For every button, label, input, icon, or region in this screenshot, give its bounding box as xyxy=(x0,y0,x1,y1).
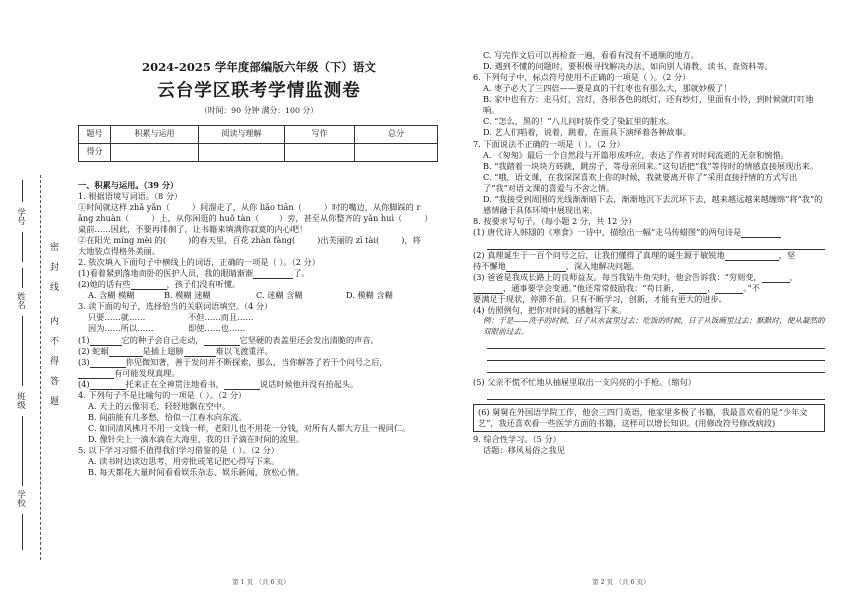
q1-line: ②在阳光 míng mèi 的( )的春天里，百花 zhàn fàng( )出芙丽的 zī tài( )，将 xyxy=(78,234,421,245)
q1-stem: 1. 根据语境写词语。（8 分） xyxy=(78,190,183,201)
seal-char: 答 xyxy=(50,377,60,387)
seal-char: 内 xyxy=(50,317,60,327)
page-1: 2024-2025 学年度部编版六年级（下）语文 云台学区联考学情监测卷 （时间：90 分钟 满分：100 分） 题号 积累与运用 阅读与理解 写作 总分 得分 一、积累与运用。（39 分） 1. 根据语境写词语。（8 分） ①时间就这样 zhǎ yǎn（ ）间溜走了，从你 liǎo tiān（ ）时的嘴边，从你脚踩的 r ǎng zhuàn（ ）上，从你闲逛的 huǒ tàn（ ）旁，甚至从你整齐的 yǎn huì（ ） 桌前……因此，不要再徘徊了，让书籍来填满你寂寞的内心吧！ ②在阳光 míng mèi 的( )的春天里，百花 zhàn fàng( )出芙丽的 zī tài( )，将 大地装点得格外美丽。 2. 依次填入下面句子中横线上的词语，正确的一项是（ ）。（2 分） (1)看着紧到落地而卧的医护人员，我的眼睛渐渐 了。 (2)她的话有些 ，孩子们没有听懂。 A. 含糊 模糊 B. 模糊 迷糊 C. 迷糊 含糊 D. 模糊 含糊 3. 读下面的句子，选择恰当的关联词语填空。（4 分） 只要……就…… 不但……而且…… 因为……所以…… 即使……也…… (1) 它的种子会自己走动， 它坚硬的表盖里还会发出清脆的声音。 (2) 蛇蜗 是插上翅膀 难以飞渡重洋。 (3) 你见微知著，善于发问并不断探索，那么，当你解答了若干个问号之后， 有可能发现真理。 (4) 托来正在全神贯注地看书， 说话时候他并没有抬起头。 4. 下列句子不是比喻句的一项是（ ）。（2 分） A. 天上的云像羽毛，轻轻地飘在空中。 B. 间前能有几多愁，恰似一江春水向东流。 C. 如同清风拂月不用一文钱一样，老阳儿也不用花一分钱，对所有人都大方且一视同仁。 D. 像针尖上一滴水滴在大海里，我的日子滴在时间的流里。 5. 以下学习习惯不值得我们学习借鉴的是（ ）。（2 分） A. 读书时边读边思考，用旁批或笔记把心得写下来。 B. 每天都花大量时间看看娱乐杂志、娱乐新闻，放松心情。 xyxy=(78,48,440,598)
answer-blank[interactable] xyxy=(725,260,779,261)
q1-line: ①时间就这样 zhǎ yǎn（ ）间溜走了，从你 liǎo tiān（ ）时的嘴边，从你脚踩的 r xyxy=(78,201,421,212)
score-table xyxy=(78,125,438,162)
page-1-footer: 第 1 页 （共 6 页） xyxy=(232,578,290,586)
score-header-cell: 阅读与理解 xyxy=(199,125,285,143)
q4-option: C. 如同清风拂月不用一文钱一样，老阳儿也不用花一分钱，对所有人都大方且一视同仁。 xyxy=(88,423,411,434)
score-row-label: 得分 xyxy=(79,143,111,161)
class-label: 班级 xyxy=(15,392,26,409)
student-id-line-upper xyxy=(22,180,23,202)
exam-time-info: （时间：90 分钟 满分：100 分） xyxy=(199,106,318,116)
student-id-label: 学号 xyxy=(15,208,26,225)
score-cell[interactable] xyxy=(199,143,285,161)
student-id-line-lower xyxy=(22,232,23,262)
school-label: 学校 xyxy=(15,490,26,507)
q3-stem: 3. 读下面的句子，选择恰当的关联词语填空。（4 分） xyxy=(78,301,273,312)
school-line xyxy=(22,514,23,550)
answer-line[interactable] xyxy=(487,337,825,349)
page-2-footer: 第 2 页 （共 6 页） xyxy=(592,578,650,586)
q4-option: A. 天上的云像羽毛，轻轻地飘在空中。 xyxy=(88,400,231,411)
class-line xyxy=(22,416,23,486)
page-2: C. 写完作文后可以再检查一遍，看看有没有不通顺的地方。 D. 遇到不懂的问题时，要积极寻找解决办法，如向别人请教、读书、查资料等。 6. 下列句子中，标点符号使用不正确的一项是（ ）。（2 分） A. 枣子必大了三四倍——要是真的干红枣也有那么大，那就妙极了！ B. 家中也有方：走马灯，宫灯，各形各色的纸灯，还有纱灯，里面有小铃，到时候就叮叮地响。 C. “怎么，黑的！”八儿问时装作受了染缸里的脏水。 D. 艺人们唱着，说着，跳着，在面具下演绎着各种故事。 7. 下面说法不正确的一项是（ ）。（2 分） A. 《匆匆》最后一个自然段与开篇形成呼应，表达了作者对时间流逝的无奈和惋惜。 B. “我踏着一块块方砖跳，跳房子，等母亲回来。”这句话把“我”等待时的情感直接展现出来。 C. “哦，语文课，在我深深喜欢上你的时候，我就要离开你了”采用直接抒情的方式写出了“我”对语文课的喜爱与不舍之情。 D. “我接受到周围的光线渐渐暗下去，渐渐地沉下去沉坏下去，越来越远越来越缠绵”将“我”的感情融于具体环境中展现出来。 8. 按要求写句子。（每小题 2 分，共 12 分） (1) 唐代诗人韩翃的《寒食》一诗中，描绘出一幅“走马传蜡图”的两句诗是 (2) 真理诞生于一百个问号之后，让我们懂得了真理的诞生源于敏锐地 ，坚 持不懈地 ，深入地解决问题。 (3) 爸爸是我成长路上的良师益友。每当我钻牛角尖时，他会告诉我：“穷则变， ， ，通事要学会变通。”他还常常鼓励我：“苟日新， ， 。”不 要满足于现状，停滞不前。只有不断学习，创新，才能有更大的进步。 (4) 仿照例句，把你对时间的感触写下来。 例：于是——洗手的时候，日子从水盆里过去；吃饭的时候，日子从饭碗里过去；默默时，便从凝然的双眼前过去。 (5) 父亲不慌不忙地从抽屉里取出一支闪亮的小手枪。（缩句） (6) 舅舅在外国语学院工作，他会三四门英语，他家里多极了书籍，我最喜欢看的是“少年文艺”，我还喜欢看一些医学方面的书籍，这样可以增长知识。(用修改符号修改病段) 9. 综合性学习。（5 分） 话题：移风易俗之我见 xyxy=(473,50,825,456)
q4-stem: 4. 下列句子不是比喻句的一项是（ ）。（2 分） xyxy=(78,389,247,400)
section-title: 一、积累与运用。（39 分） xyxy=(78,179,179,190)
q6-option: D. 艺人们唱着，说着，跳着，在面具下演绎着各种故事。 xyxy=(483,127,691,138)
q5-option: A. 读书时边读边思考，用旁批或笔记把心得写下来。 xyxy=(88,456,280,467)
score-cell[interactable] xyxy=(285,143,355,161)
q6-stem: 6. 下列句子中，标点符号使用不正确的一项是（ ）。（2 分） xyxy=(473,72,691,83)
q8-text: (5) 父亲不慌不忙地从抽屉里取出一支闪亮的小手枪。（缩句） xyxy=(473,376,696,387)
answer-line[interactable] xyxy=(487,388,825,400)
q8-text: (4) 仿照例句，把你对时间的感触写下来。 xyxy=(473,305,627,316)
seal-dashed-line xyxy=(40,175,41,560)
exam-year-title: 2024-2025 学年度部编版六年级（下）语文 xyxy=(142,60,376,74)
seal-char: 线 xyxy=(50,283,60,293)
q6-option: A. 枣子必大了三四倍——要是真的干红枣也有那么大，那就妙极了！ xyxy=(483,83,732,94)
score-header-cell: 写作 xyxy=(285,125,355,143)
q7-option: D. “我接受到周围的光线渐渐暗下去，渐渐地沉下去沉坏下去，越来越远越来越缠绵”将“我”的感情融于具体环境中展现出来。 xyxy=(483,193,823,215)
q1-line: 大地装点得格外美丽。 xyxy=(78,246,160,257)
q8-text: 要满足于现状，停滞不前。只有不断学习，创新，才能有更大的进步。 xyxy=(473,294,727,305)
q7-option: C. “哦，语文课，在我深深喜欢上你的时候，我就要离开你了”采用直接抒情的方式写出了“我”对语文课的喜爱与不舍之情。 xyxy=(483,171,798,193)
q8-correction-box: (6) 舅舅在外国语学院工作，他会三四门英语，他家里多极了书籍，我最喜欢看的是“少年文艺”，我还喜欢看一些医学方面的书籍，这样可以增长知识。(用修改符号修改病段) xyxy=(473,404,825,432)
answer-line[interactable] xyxy=(487,361,825,373)
q8-example: 例：于是——洗手的时候，日子从水盆里过去；吃饭的时候，日子从饭碗里过去；默默时，便从凝然的双眼前过去。 xyxy=(483,316,825,336)
score-header-cell: 题号 xyxy=(79,125,111,143)
q1-line: 桌前……因此，不要再徘徊了，让书籍来填满你寂寞的内心吧！ xyxy=(78,223,308,234)
answer-blank[interactable] xyxy=(741,237,781,238)
score-cell[interactable] xyxy=(355,143,438,161)
student-name-line-lower xyxy=(22,316,23,386)
q7-option: A. 《匆匆》最后一个自然段与开篇形成呼应，表达了作者对时间流逝的无奈和惋惜。 xyxy=(483,149,789,160)
q9-stem: 9. 综合性学习。（5 分） xyxy=(473,434,561,445)
q5-option: B. 每天都花大量时间看看娱乐杂志、娱乐新闻，放松心情。 xyxy=(88,467,304,478)
q7-stem: 7. 下面说法不正确的一项是（ ）。（2 分） xyxy=(473,138,625,149)
seal-char: 不 xyxy=(50,337,60,347)
q5-option: D. 遇到不懂的问题时，要积极寻找解决办法，如向别人请教、读书、查资料等。 xyxy=(483,61,773,72)
seal-char: 密 xyxy=(50,243,60,253)
q7-option: B. “我踏着一块块方砖跳，跳房子，等母亲回来。”这句话把“我”等待时的情感直接展现出来。 xyxy=(483,160,818,171)
q8-stem: 8. 按要求写句子。（每小题 2 分，共 12 分） xyxy=(473,215,637,226)
answer-line[interactable] xyxy=(487,349,825,361)
q4-option: D. 像针尖上一滴水滴在大海里，我的日子滴在时间的流里。 xyxy=(88,434,305,445)
q5-stem: 5. 以下学习习惯不值得我们学习借鉴的是（ ）。（2 分） xyxy=(78,445,279,456)
exam-main-title: 云台学区联考学情监测卷 xyxy=(157,80,361,101)
seal-char: 题 xyxy=(50,397,60,407)
score-cell[interactable] xyxy=(111,143,199,161)
binding-margin xyxy=(0,0,62,608)
score-header-cell: 总分 xyxy=(355,125,438,143)
student-name-label: 姓名 xyxy=(15,292,26,309)
q1-line: ǎng zhuàn（ ）上，从你闲逛的 huǒ tàn（ ）旁，甚至从你整齐的 yǎn huì（ ） xyxy=(78,212,433,223)
student-name-line-upper xyxy=(22,268,23,288)
q2-stem: 2. 依次填入下面句子中横线上的词语，正确的一项是（ ）。（2 分） xyxy=(78,257,320,268)
q9-topic: 话题：移风易俗之我见 xyxy=(483,445,565,456)
q6-option: C. “怎么，黑的！”八儿问时装作受了染缸里的脏水。 xyxy=(483,116,675,127)
answer-blank[interactable] xyxy=(762,282,790,283)
seal-char: 得 xyxy=(50,357,60,367)
seal-char: 封 xyxy=(50,263,60,273)
q4-option: B. 间前能有几多愁，恰似一江春水向东流。 xyxy=(88,411,247,422)
q5-option: C. 写完作文后可以再检查一遍，看看有没有不通顺的地方。 xyxy=(483,50,699,60)
score-header-cell: 积累与运用 xyxy=(111,125,199,143)
answer-line[interactable] xyxy=(487,238,825,250)
answer-blank[interactable] xyxy=(253,278,293,279)
q6-option: B. 家中也有方：走马灯，宫灯，各形各色的纸灯，还有纱灯，里面有小铃，到时候就叮叮地响。 xyxy=(483,94,814,116)
q2-options: A. 含糊 模糊 B. 模糊 迷糊 C. 迷糊 含糊 D. 模糊 含糊 xyxy=(88,290,393,301)
